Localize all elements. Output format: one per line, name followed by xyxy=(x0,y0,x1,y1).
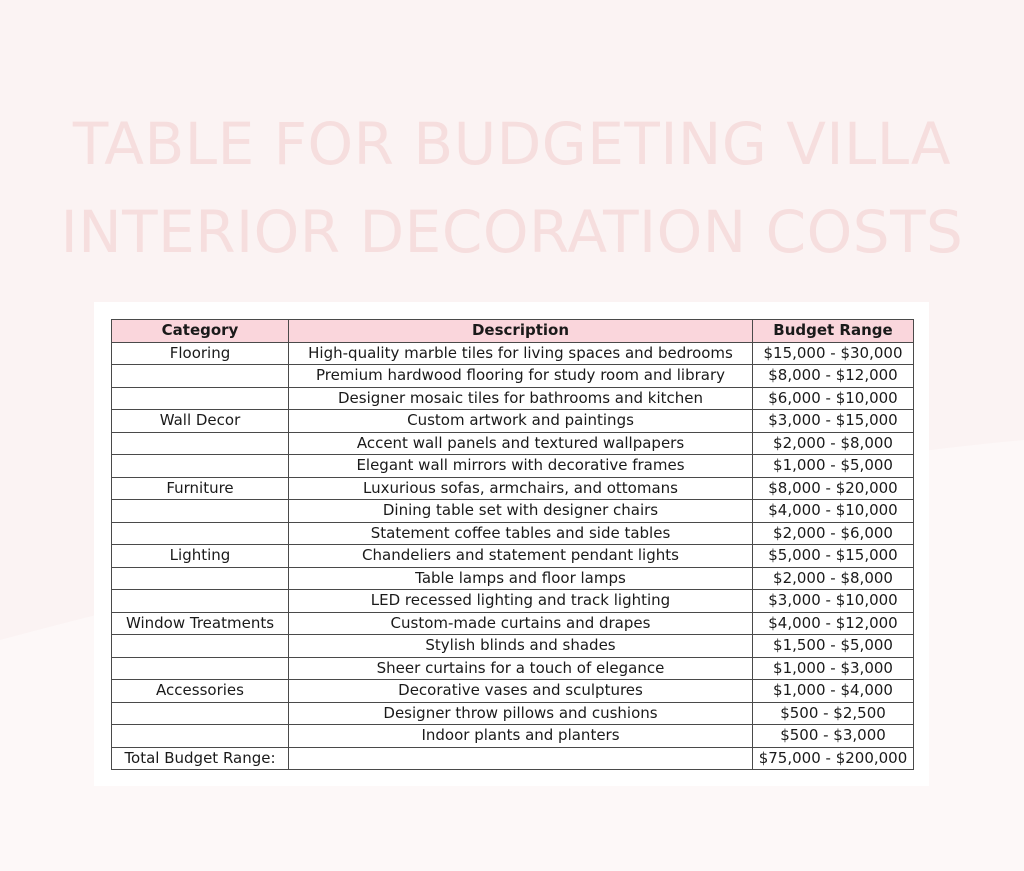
table-row xyxy=(112,500,914,523)
description-cell: High-quality marble tiles for living spaces and bedrooms xyxy=(289,342,753,365)
category-cell xyxy=(112,500,289,523)
category-cell xyxy=(112,657,289,680)
table-row xyxy=(112,365,914,388)
budget-cell: $1,000 - $3,000 xyxy=(753,657,914,680)
category-cell xyxy=(112,522,289,545)
budget-cell: $5,000 - $15,000 xyxy=(753,545,914,568)
table-row xyxy=(112,432,914,455)
budget-cell: $500 - $2,500 xyxy=(753,702,914,725)
description-cell: Statement coffee tables and side tables xyxy=(289,522,753,545)
description-cell: LED recessed lighting and track lighting xyxy=(289,590,753,613)
category-cell: Accessories xyxy=(112,680,289,703)
budget-cell: $8,000 - $12,000 xyxy=(753,365,914,388)
table-row xyxy=(112,545,914,568)
category-cell: Lighting xyxy=(112,545,289,568)
page-title xyxy=(0,100,1024,276)
total-label: Total Budget Range: xyxy=(112,747,289,770)
total-row xyxy=(112,747,914,770)
category-cell xyxy=(112,725,289,748)
description-cell: Designer mosaic tiles for bathrooms and kitchen xyxy=(289,387,753,410)
table-row xyxy=(112,590,914,613)
table-row xyxy=(112,410,914,433)
budget-cell: $15,000 - $30,000 xyxy=(753,342,914,365)
description-cell: Chandeliers and statement pendant lights xyxy=(289,545,753,568)
header-description: Description xyxy=(289,320,753,343)
table-row xyxy=(112,455,914,478)
page-title-line-1: TABLE FOR BUDGETING VILLA xyxy=(72,110,952,178)
budget-cell: $4,000 - $10,000 xyxy=(753,500,914,523)
budget-cell: $3,000 - $15,000 xyxy=(753,410,914,433)
category-cell: Wall Decor xyxy=(112,410,289,433)
category-cell xyxy=(112,702,289,725)
table-row xyxy=(112,567,914,590)
category-cell xyxy=(112,567,289,590)
category-cell: Furniture xyxy=(112,477,289,500)
table-row xyxy=(112,635,914,658)
table-row xyxy=(112,522,914,545)
budget-cell: $4,000 - $12,000 xyxy=(753,612,914,635)
category-cell: Window Treatments xyxy=(112,612,289,635)
total-description-cell xyxy=(289,747,753,770)
budget-cell: $1,500 - $5,000 xyxy=(753,635,914,658)
description-cell: Stylish blinds and shades xyxy=(289,635,753,658)
budget-cell: $2,000 - $8,000 xyxy=(753,567,914,590)
budget-cell: $1,000 - $5,000 xyxy=(753,455,914,478)
page-title-line-2: INTERIOR DECORATION COSTS xyxy=(60,198,964,266)
category-cell xyxy=(112,635,289,658)
table-row xyxy=(112,702,914,725)
description-cell: Custom artwork and paintings xyxy=(289,410,753,433)
category-cell xyxy=(112,455,289,478)
category-cell xyxy=(112,365,289,388)
description-cell: Elegant wall mirrors with decorative frames xyxy=(289,455,753,478)
budget-cell: $8,000 - $20,000 xyxy=(753,477,914,500)
category-cell xyxy=(112,387,289,410)
description-cell: Dining table set with designer chairs xyxy=(289,500,753,523)
table-row xyxy=(112,657,914,680)
description-cell: Indoor plants and planters xyxy=(289,725,753,748)
header-budget-range: Budget Range xyxy=(753,320,914,343)
budget-cell: $3,000 - $10,000 xyxy=(753,590,914,613)
table-row xyxy=(112,612,914,635)
table-row xyxy=(112,725,914,748)
description-cell: Decorative vases and sculptures xyxy=(289,680,753,703)
description-cell: Table lamps and floor lamps xyxy=(289,567,753,590)
header-category: Category xyxy=(112,320,289,343)
budget-cell: $6,000 - $10,000 xyxy=(753,387,914,410)
description-cell: Accent wall panels and textured wallpapers xyxy=(289,432,753,455)
category-cell xyxy=(112,590,289,613)
table-header-row xyxy=(112,320,914,343)
table-row xyxy=(112,387,914,410)
category-cell: Flooring xyxy=(112,342,289,365)
budget-cell: $500 - $3,000 xyxy=(753,725,914,748)
description-cell: Sheer curtains for a touch of elegance xyxy=(289,657,753,680)
table-row xyxy=(112,477,914,500)
description-cell: Premium hardwood flooring for study room and library xyxy=(289,365,753,388)
description-cell: Luxurious sofas, armchairs, and ottomans xyxy=(289,477,753,500)
description-cell: Designer throw pillows and cushions xyxy=(289,702,753,725)
category-cell xyxy=(112,432,289,455)
budget-cell: $2,000 - $8,000 xyxy=(753,432,914,455)
table-row xyxy=(112,342,914,365)
description-cell: Custom-made curtains and drapes xyxy=(289,612,753,635)
table-row xyxy=(112,680,914,703)
budget-cell: $2,000 - $6,000 xyxy=(753,522,914,545)
budget-cell: $1,000 - $4,000 xyxy=(753,680,914,703)
total-budget-cell: $75,000 - $200,000 xyxy=(753,747,914,770)
budget-table xyxy=(111,319,914,770)
